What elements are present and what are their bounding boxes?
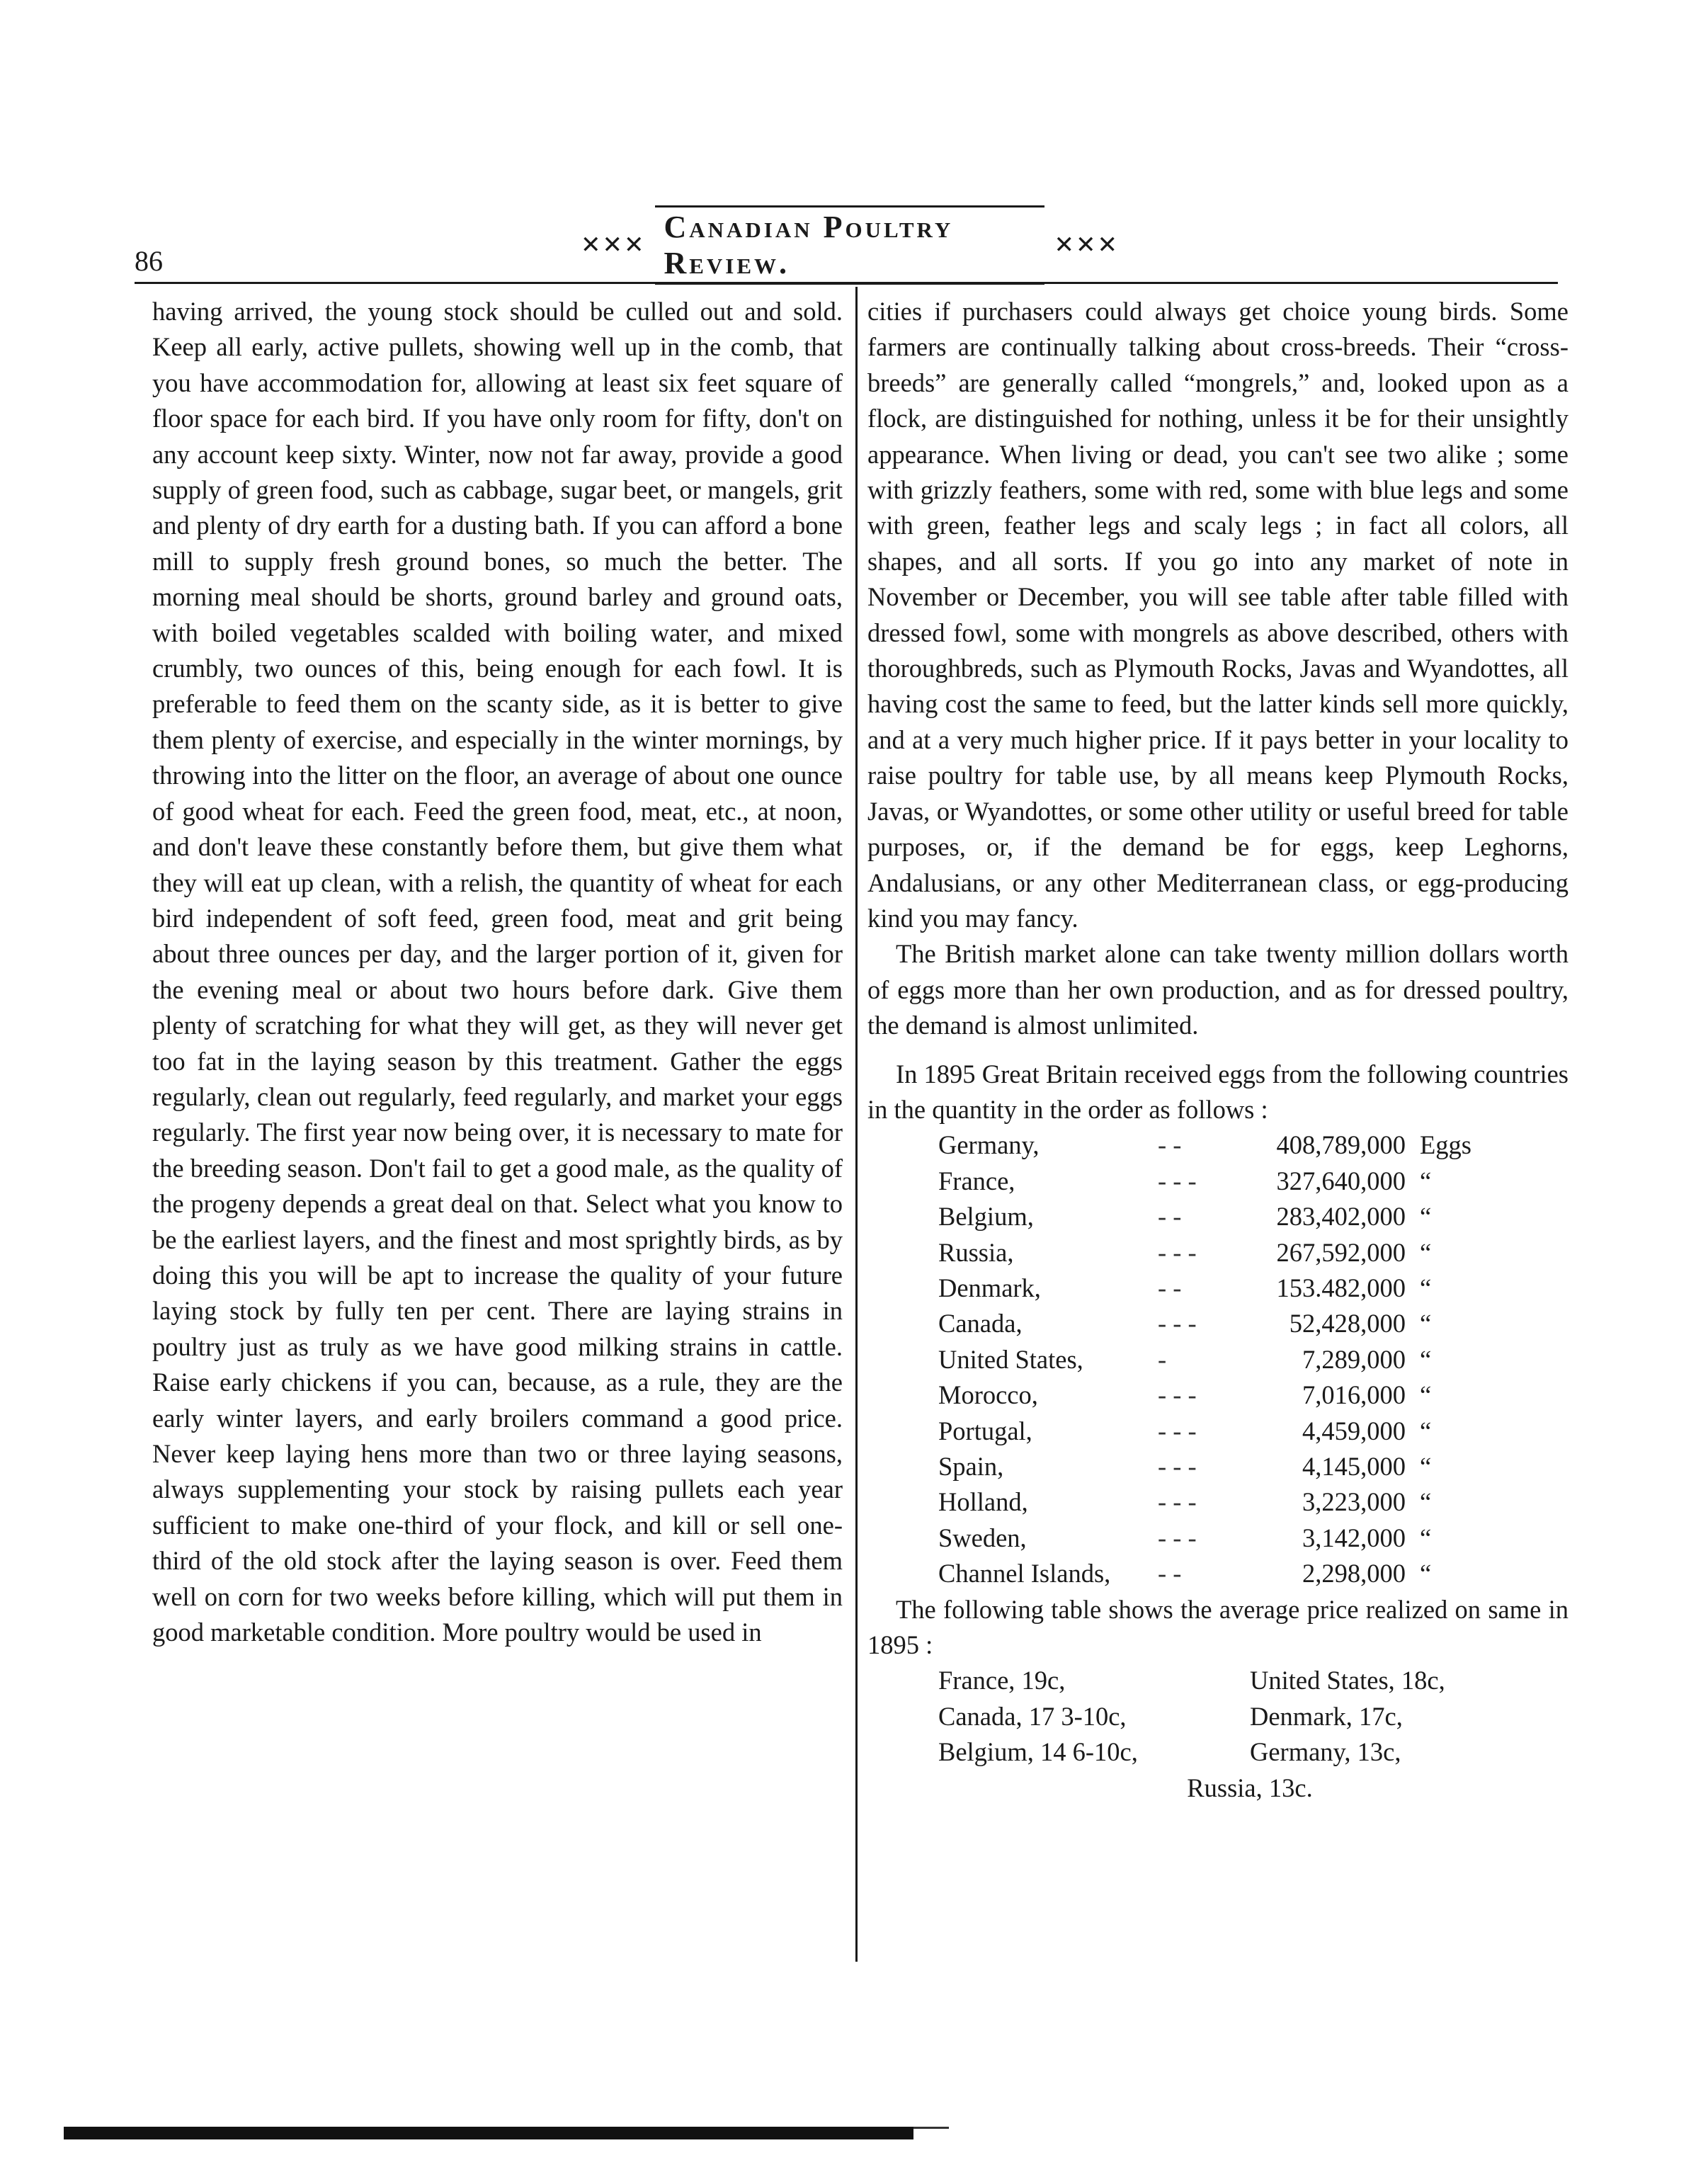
egg-import-dashes: - - - [1158, 1237, 1197, 1267]
egg-import-row [938, 1449, 1471, 1484]
masthead-ornament-right: ✕✕✕ [1054, 232, 1119, 258]
egg-import-country: Holland, [938, 1487, 1028, 1517]
egg-import-quantity: 153.482,000 [1276, 1273, 1406, 1302]
egg-import-quantity: 7,289,000 [1302, 1344, 1406, 1374]
egg-import-row [938, 1556, 1471, 1591]
egg-import-quantity: 3,142,000 [1302, 1523, 1406, 1552]
price-row [938, 1770, 1568, 1806]
egg-import-dashes: - - - [1158, 1487, 1197, 1517]
page-number: 86 [135, 245, 163, 277]
egg-import-unit: “ [1420, 1559, 1432, 1588]
egg-import-unit: “ [1420, 1452, 1432, 1481]
egg-import-country: Spain, [938, 1452, 1004, 1481]
egg-import-unit: Eggs [1420, 1130, 1471, 1160]
egg-import-unit: “ [1420, 1237, 1432, 1267]
egg-import-country: Channel Islands, [938, 1559, 1111, 1588]
egg-import-row [938, 1520, 1471, 1556]
egg-import-country: Belgium, [938, 1202, 1034, 1232]
egg-import-country: Portugal, [938, 1416, 1032, 1445]
egg-import-quantity: 267,592,000 [1276, 1237, 1406, 1267]
egg-import-country: Canada, [938, 1309, 1023, 1338]
egg-import-dashes: - - - [1158, 1452, 1197, 1481]
egg-import-country: France, [938, 1166, 1015, 1195]
egg-import-dashes: - - [1158, 1130, 1182, 1160]
right-paragraph-2: The British market alone can take twenty million dollars worth of eggs more than her own production, and as for dressed poultry, the demand is almost unlimited. [867, 939, 1568, 1040]
egg-import-quantity: 3,223,000 [1302, 1487, 1406, 1517]
egg-import-unit: “ [1420, 1166, 1432, 1195]
price-row [938, 1734, 1568, 1770]
egg-import-row [938, 1127, 1471, 1163]
header-rule [135, 282, 1558, 284]
left-column [152, 294, 843, 1650]
egg-import-quantity: 2,298,000 [1302, 1559, 1406, 1588]
egg-import-country: Denmark, [938, 1273, 1041, 1302]
egg-import-dashes: - - [1158, 1273, 1182, 1302]
egg-import-quantity: 283,402,000 [1276, 1202, 1406, 1232]
egg-import-dashes: - - - [1158, 1416, 1197, 1445]
egg-import-country: Sweden, [938, 1523, 1027, 1552]
egg-import-unit: “ [1420, 1344, 1432, 1374]
egg-import-row [938, 1342, 1471, 1377]
egg-import-unit: “ [1420, 1273, 1432, 1302]
bottom-bar [64, 2127, 913, 2139]
column-divider [855, 287, 858, 1962]
masthead-ornament-left: ✕✕✕ [581, 232, 646, 258]
price-row [938, 1699, 1568, 1734]
masthead-title: Canadian Poultry Review. [655, 205, 1044, 285]
egg-import-dashes: - [1158, 1344, 1167, 1374]
egg-import-dashes: - - [1158, 1559, 1182, 1588]
price-table [938, 1663, 1568, 1806]
price-cell: Russia, 13c. [1187, 1773, 1313, 1802]
right-paragraph-1: cities if purchasers could always get choice young birds. Some farmers are continually talking about cross-breeds. Their “cross-breeds” are generally called “mongrels,” and, looked upon as a flock, are distinguished for nothing, unless it be for their unsightly appearance. When living or dead, you can't see two alike ; some with grizzly feathers, some with red, some with blue legs and some with green, feather legs and scaly legs ; in fact all colors, all shapes, and all sorts. If you go into any market of note in November or December, you will see table after table filled with dressed fowl, some with mongrels as above described, others with thoroughbreds, such as Plymouth Rocks, Javas and Wyandottes, all having cost the same to feed, but the latter kinds sell more quickly, and at a very much higher price. If it pays better in your locality to raise poultry for table use, by all means keep Plymouth Rocks, Javas, or Wyandottes, or some other utility or useful breed for table purposes, or, if the demand be for eggs, keep Leghorns, Andalusians, or any other Mediterranean class, or egg-producing kind you may fancy. [867, 297, 1568, 933]
egg-imports-table [938, 1127, 1471, 1591]
egg-import-row [938, 1164, 1471, 1199]
egg-import-quantity: 327,640,000 [1276, 1166, 1406, 1195]
price-cell: Canada, 17 3-10c, [938, 1701, 1127, 1731]
egg-import-unit: “ [1420, 1523, 1432, 1552]
egg-import-dashes: - - - [1158, 1309, 1197, 1338]
egg-import-quantity: 4,459,000 [1302, 1416, 1406, 1445]
egg-import-row [938, 1271, 1471, 1306]
egg-import-unit: “ [1420, 1309, 1432, 1338]
egg-import-row [938, 1484, 1471, 1520]
egg-import-row [938, 1306, 1471, 1341]
egg-import-dashes: - - - [1158, 1523, 1197, 1552]
egg-import-quantity: 52,428,000 [1289, 1309, 1406, 1338]
egg-import-country: United States, [938, 1344, 1083, 1374]
egg-import-row [938, 1414, 1471, 1449]
egg-import-dashes: - - [1158, 1202, 1182, 1232]
bottom-thin-rule [913, 2127, 949, 2129]
egg-import-country: Russia, [938, 1237, 1014, 1267]
egg-import-unit: “ [1420, 1202, 1432, 1232]
egg-import-quantity: 7,016,000 [1302, 1380, 1406, 1410]
egg-import-unit: “ [1420, 1416, 1432, 1445]
price-cell: Belgium, 14 6-10c, [938, 1737, 1138, 1767]
price-cell: France, 19c, [938, 1666, 1066, 1695]
egg-import-quantity: 408,789,000 [1276, 1130, 1406, 1160]
right-paragraph-4: The following table shows the average price realized on same in 1895 : [867, 1594, 1568, 1660]
price-cell: Denmark, 17c, [1250, 1701, 1403, 1731]
right-column [867, 294, 1568, 1806]
egg-import-quantity: 4,145,000 [1302, 1452, 1406, 1481]
egg-import-row [938, 1199, 1471, 1234]
price-row [938, 1663, 1568, 1698]
egg-import-row [938, 1235, 1471, 1271]
egg-import-country: Morocco, [938, 1380, 1038, 1410]
egg-import-dashes: - - - [1158, 1166, 1197, 1195]
egg-import-dashes: - - - [1158, 1380, 1197, 1410]
left-column-text: having arrived, the young stock should be culled out and sold. Keep all early, active pullets, showing well up in the comb, that you have accommodation for, allowing at least six feet square of floor space for each bird. If you have only room for fifty, don't on any account keep sixty. Winter, now not far away, provide a good supply of green food, such as cabbage, sugar beet, or mangels, grit and plenty of dry earth for a dusting bath. If you can afford a bone mill to supply fresh ground bones, so much the better. The morning meal should be shorts, ground barley and ground oats, with boiled vegetables scalded with boiling water, and mixed crumbly, two ounces of this, being enough for each fowl. It is preferable to feed them on the scanty side, as it is better to give them plenty of exercise, and especially in the winter mornings, by throwing into the litter on the floor, an average of about one ounce of good wheat for each. Feed the green food, meat, etc., at noon, and don't leave these constantly before them, but give them what they will eat up clean, with a relish, the quantity of wheat for each bird independent of soft feed, green food, meat and grit being about three ounces per day, and the larger portion of it, given for the evening meal or about two hours before dark. Give them plenty of scratching for what they will get, as they will never get too fat in the laying season by this treatment. Gather the eggs regularly, clean out regularly, feed regularly, and market your eggs regularly. The first year now being over, it is necessary to mate for the breeding season. Don't fail to get a good male, as the quality of the progeny depends a great deal on that. Select what you know to be the earliest layers, and the finest and most sprightly birds, as by doing this you will be apt to increase the quality of your future laying stock by fully ten per cent. There are laying strains in poultry just as truly as we have good milking strains in cattle. Raise early chickens if you can, because, as a rule, they are the early winter layers, and early broilers command a good price. Never keep laying hens more than two or three laying seasons, always supplementing your stock by raising pullets each year sufficient to make one-third of your flock, and kill or sell one-third of the old stock after the laying season is over. Feed them well on corn for two weeks before killing, which will put them in good marketable condition. More poultry would be used in [152, 297, 843, 1647]
egg-import-unit: “ [1420, 1487, 1432, 1517]
right-paragraph-3: In 1895 Great Britain received eggs from the following countries in the quantity in the order as follows : [867, 1059, 1568, 1124]
price-cell: United States, 18c, [1250, 1666, 1445, 1695]
masthead [581, 210, 1119, 280]
egg-import-row [938, 1377, 1471, 1413]
price-cell: Germany, 13c, [1250, 1737, 1401, 1767]
egg-import-unit: “ [1420, 1380, 1432, 1410]
egg-import-country: Germany, [938, 1130, 1040, 1160]
